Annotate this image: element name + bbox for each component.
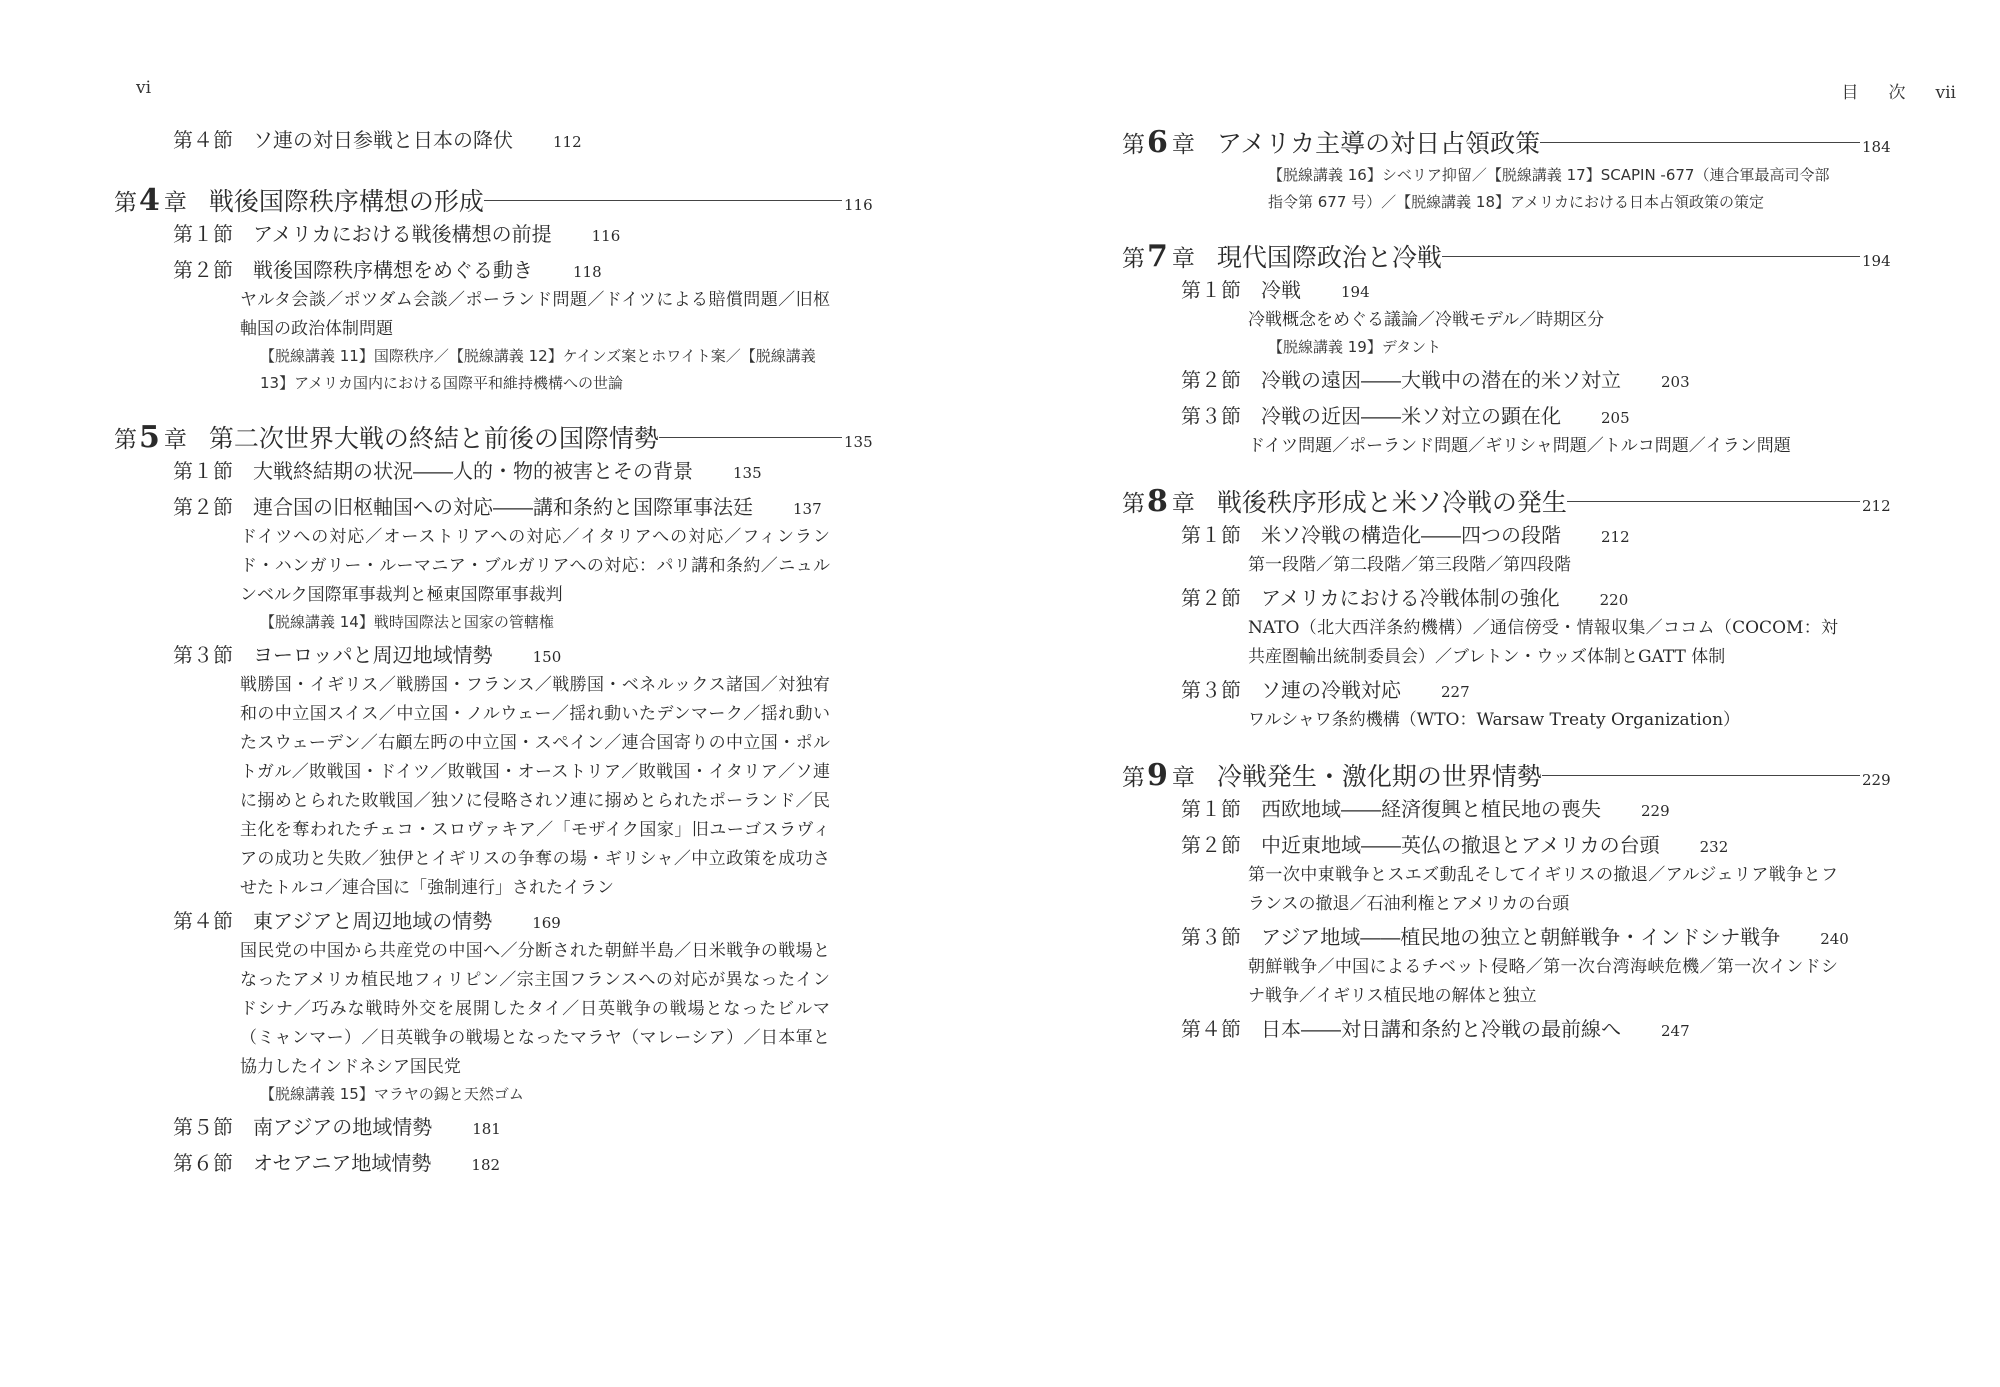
chapter-number [1122,125,1195,160]
chapter-number [1122,239,1195,274]
section-title: 冷戦の遠因――大戦中の潜在的米ソ対立 [1261,368,1621,392]
section-entry [1181,793,1902,829]
running-header-label-2: 次 [1888,83,1906,103]
chapter-entry [1122,757,1902,793]
leader-line [1442,256,1860,257]
section-label: 第１節 [1181,797,1241,821]
section-page: 229 [1641,802,1670,820]
chapter-page: 229 [1862,771,1891,789]
chapter-title: 現代国際政治と冷戦 [1216,243,1442,272]
chapter-title: 戦後秩序形成と米ソ冷戦の発生 [1216,488,1567,517]
chapter-entry [114,182,884,218]
chapter-suffix: 章 [1171,246,1195,272]
section-label: 第２節 [173,495,233,519]
chapter-page: 194 [1862,252,1891,270]
chapter-num: 9 [1147,758,1168,793]
section-page: 240 [1820,930,1849,948]
section-entry [173,1111,884,1147]
chapter-num: 4 [139,183,160,218]
section-entry [1181,582,1902,618]
running-header-label-1: 目 [1841,83,1859,103]
topic-list: 冷戦概念をめぐる議論／冷戦モデル／時期区分 [1248,310,1605,330]
section-label: 第６節 [173,1151,233,1175]
chapter-prefix: 第 [114,427,137,453]
section-label: 第４節 [173,128,233,152]
section-title: 中近東地域――英仏の撤退とアメリカの台頭 [1261,833,1660,857]
section-entry [1181,921,1902,957]
chapter-prefix: 第 [114,190,137,216]
topic-list: 戦勝国・イギリス／戦勝国・フランス／戦勝国・ベネルックス諸国／対独宥和の中立国スイス／中立国・ノルウェー／揺れ動いたデンマーク／揺れ動いたスウェーデン／右顧左眄の中立国・スペイン／連合国寄りの中立国・ポルトガル／敗戦国・ドイツ／敗戦国・オーストリア／敗戦国・イタリア／ソ連に搦めとられた敗戦国／独ソに侵略されソ連に搦めとられたポーランド／民主化を奪われたチェコ・スロヴァキア／「モザイク国家」旧ユーゴスラヴィアの成功と失敗／独伊とイギリスの争奪の場・ギリシャ／中立政策を成功させたトルコ／連合国に「強制連行」されたイラン [240,675,830,898]
topic-list: 国民党の中国から共産党の中国へ／分断された朝鮮半島／日米戦争の戦場となったアメリカ植民地フィリピン／宗主国フランスへの対応が異なったインドシナ／巧みな戦時外交を展開したタイ／日英戦争の戦場となったビルマ（ミャンマー）／日英戦争の戦場となったマラヤ（マレーシア）／日本軍と協力したインドネシア国民党 [240,941,830,1077]
digression-lecture-list: 【脱線講義 15】マラヤの錫と天然ゴム [260,1085,524,1103]
section-entry [173,1147,884,1183]
digression-lecture-list: 【脱線講義 19】デタント [1268,338,1442,356]
section-label: 第４節 [1181,1017,1241,1041]
chapter-suffix: 章 [1171,491,1195,517]
section-page: 205 [1601,409,1630,427]
section-page: 182 [471,1156,501,1174]
chapter-title: 冷戦発生・激化期の世界情勢 [1216,762,1542,791]
chapter-page: 116 [844,196,873,214]
chapter-num: 6 [1147,125,1168,160]
section-label: 第１節 [173,222,233,246]
digression-lecture-list: 【脱線講義 14】戦時国際法と国家の管轄権 [260,613,554,631]
chapter-page: 135 [844,433,873,451]
section-title: 冷戦 [1261,278,1301,302]
topic-list: ワルシャワ条約機構（WTO：Warsaw Treaty Organization） [1248,710,1741,730]
section-page: 203 [1661,373,1690,391]
section-label: 第３節 [1181,925,1241,949]
chapter-num: 5 [139,420,160,455]
chapter-number [114,420,187,455]
section-label: 第２節 [1181,586,1241,610]
section-entry [1181,400,1902,436]
section-page: 116 [591,227,621,245]
section-label: 第１節 [173,459,233,483]
section-label: 第５節 [173,1115,233,1139]
topic-list: 朝鮮戦争／中国によるチベット侵略／第一次台湾海峡危機／第一次インドシナ戦争／イギリス植民地の解体と独立 [1248,957,1838,1006]
section-title: ヨーロッパと周辺地域情勢 [253,643,493,667]
chapter-prefix: 第 [1122,132,1145,158]
section-label: 第３節 [1181,678,1241,702]
topic-list: 第一段階／第二段階／第三段階／第四段階 [1248,555,1571,575]
leader-line [1567,501,1860,502]
chapter-num: 8 [1147,484,1168,519]
topic-list: ドイツへの対応／オーストリアへの対応／イタリアへの対応／フィンランド・ハンガリー・ルーマニア・ブルガリアへの対応：パリ講和条約／ニュルンベルク国際軍事裁判と極東国際軍事裁判 [240,527,830,605]
section-title: 南アジアの地域情勢 [253,1115,433,1139]
section-page: 150 [532,648,562,666]
section-page: 169 [532,914,561,932]
section-page: 118 [573,263,602,281]
chapter-number [114,183,187,218]
section-entry [1181,1013,1902,1049]
section-title: 西欧地域――経済復興と植民地の喪失 [1261,797,1601,821]
section-page: 232 [1699,838,1729,856]
chapter-prefix: 第 [1122,491,1145,517]
section-entry [1181,674,1902,710]
leader-line [1540,142,1860,143]
chapter-entry [1122,483,1902,519]
topic-list: NATO（北大西洋条約機構）／通信傍受・情報収集／ココム（COCOM：対共産圏輸出統制委員会）／ブレトン・ウッズ体制とGATT 体制 [1248,618,1838,667]
chapter-suffix: 章 [163,427,187,453]
chapter-entry [114,419,884,455]
section-label: 第４節 [173,909,233,933]
section-title: 連合国の旧枢軸国への対応――講和条約と国際軍事法廷 [253,495,753,519]
section-label: 第３節 [173,643,233,667]
leader-line [484,200,842,201]
chapter-number [1122,484,1195,519]
section-page: 181 [472,1120,501,1138]
section-entry [173,254,884,290]
running-header [1812,78,1956,103]
digression-lecture-list: 【脱線講義 11】国際秩序／【脱線講義 12】ケインズ案とホワイト案／【脱線講義 13】アメリカ国内における国際平和維持機構への世論 [260,347,816,392]
section-page: 227 [1441,683,1470,701]
section-entry [173,905,884,941]
topic-list: ヤルタ会談／ポツダム会談／ポーランド問題／ドイツによる賠償問題／旧枢軸国の政治体制問題 [240,290,830,339]
section-label: 第１節 [1181,278,1241,302]
toc-column [114,124,884,1183]
chapter-entry [1122,124,1902,160]
topic-list: ドイツ問題／ポーランド問題／ギリシャ問題／トルコ問題／イラン問題 [1248,436,1791,456]
chapter-suffix: 章 [163,190,187,216]
section-page: 212 [1601,528,1630,546]
section-entry [173,124,884,160]
leader-line [659,437,842,438]
section-page: 194 [1341,283,1370,301]
chapter-prefix: 第 [1122,246,1145,272]
section-entry [1181,519,1902,555]
section-entry [173,491,884,527]
topic-list: 第一次中東戦争とスエズ動乱そしてイギリスの撤退／アルジェリア戦争とフランスの撤退／石油利権とアメリカの台頭 [1248,865,1838,914]
page-number: vii [1935,83,1956,103]
section-entry [173,639,884,675]
section-title: 戦後国際秩序構想をめぐる動き [253,258,533,282]
leader-line [1542,775,1860,776]
chapter-entry [1122,238,1902,274]
section-entry [1181,829,1902,865]
section-page: 135 [733,464,762,482]
section-title: 日本――対日講和条約と冷戦の最前線へ [1261,1017,1621,1041]
chapter-page: 184 [1862,138,1891,156]
chapter-num: 7 [1147,239,1168,274]
section-page: 137 [793,500,822,518]
page-number: vi [136,78,152,98]
section-entry [173,455,884,491]
section-label: 第２節 [1181,833,1241,857]
right-page [1000,0,2000,1387]
chapter-title: 第二次世界大戦の終結と前後の国際情勢 [208,424,659,453]
section-page: 112 [553,133,582,151]
section-title: ソ連の冷戦対応 [1261,678,1401,702]
section-title: アメリカにおける冷戦体制の強化 [1261,586,1560,610]
section-entry [173,218,884,254]
section-label: 第２節 [173,258,233,282]
digression-lecture-list: 【脱線講義 16】シベリア抑留／【脱線講義 17】SCAPIN -677（連合軍最高司令部指令第 677 号）／【脱線講義 18】アメリカにおける日本占領政策の策定 [1268,166,1830,211]
chapter-title: アメリカ主導の対日占領政策 [1216,129,1541,158]
chapter-page: 212 [1862,497,1891,515]
section-label: 第３節 [1181,404,1241,428]
chapter-number [1122,758,1195,793]
section-entry [1181,274,1902,310]
section-title: アメリカにおける戦後構想の前提 [253,222,552,246]
section-title: 米ソ冷戦の構造化――四つの段階 [1261,523,1561,547]
section-title: 冷戦の近因――米ソ対立の顕在化 [1261,404,1561,428]
section-title: アジア地域――植民地の独立と朝鮮戦争・インドシナ戦争 [1261,925,1781,949]
section-page: 220 [1599,591,1629,609]
section-title: オセアニア地域情勢 [253,1151,432,1175]
section-entry [1181,364,1902,400]
section-label: 第１節 [1181,523,1241,547]
section-title: ソ連の対日参戦と日本の降伏 [253,128,513,152]
chapter-suffix: 章 [1171,132,1195,158]
toc-column [1122,124,1902,1049]
chapter-suffix: 章 [1171,765,1195,791]
section-title: 東アジアと周辺地域の情勢 [253,909,493,933]
section-label: 第２節 [1181,368,1241,392]
section-page: 247 [1661,1022,1690,1040]
section-title: 大戦終結期の状況――人的・物的被害とその背景 [253,459,693,483]
chapter-prefix: 第 [1122,765,1145,791]
chapter-title: 戦後国際秩序構想の形成 [208,187,484,216]
